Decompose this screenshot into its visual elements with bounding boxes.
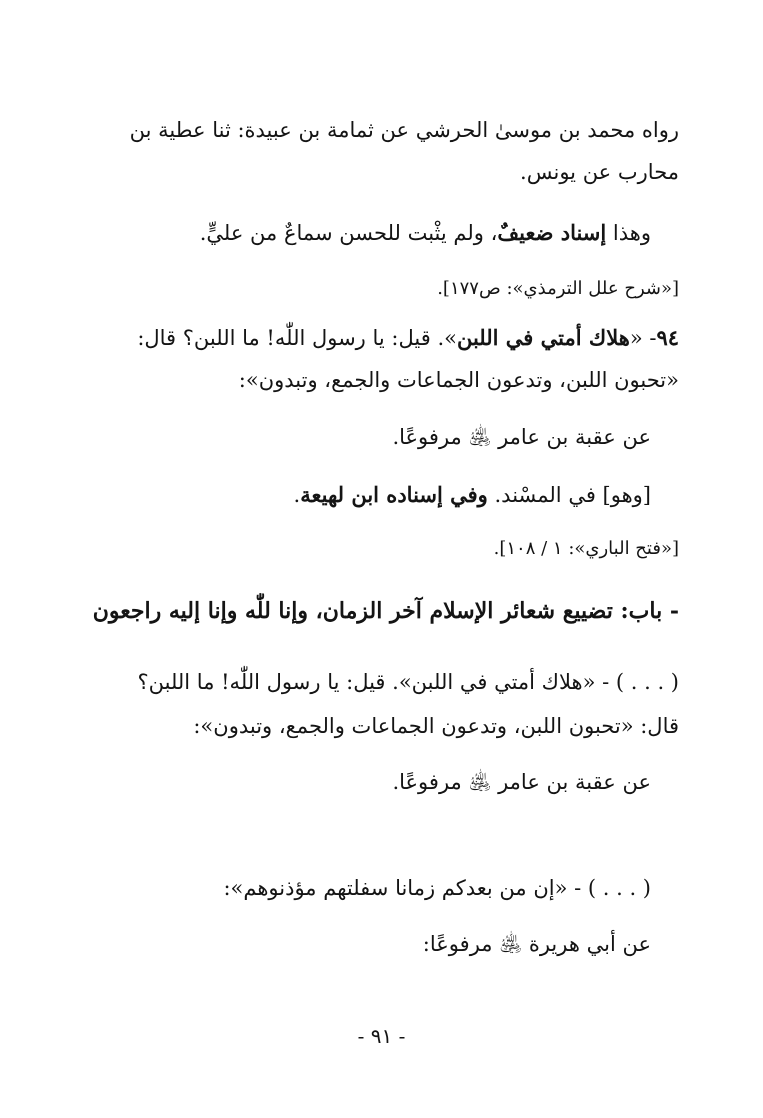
ibn-lahia-bold: وفي إسناده ابن لهيعة [300, 482, 488, 507]
hadith-unnumbered-2-line-1: ( . . . ) - «إن من بعدكم زمانا سفلتهم مؤذنوهم»: [223, 876, 651, 900]
hadith-94-open: - « [629, 326, 657, 350]
grading-line [294, 482, 651, 508]
text-line-2: محارب عن يونس. [520, 160, 679, 184]
text-line-3-start: وهذا [606, 221, 651, 245]
narrator-line-1: عن عقبة بن عامر ﵁ مرفوعًا. [392, 425, 651, 449]
text-line-3-end: ، ولم يثْبت للحسن سماعٌ من عليٍّ. [199, 221, 498, 245]
hadith-unnumbered-1-line-2: قال: «تحبون اللبن، وتدعون الجماعات والجمع، وتبدون»: [193, 714, 679, 738]
weak-chain-bold: إسناد ضعيفٌ [497, 220, 607, 245]
reference-line-2: [«فتح الباري»: ١ / ١٠٨]. [493, 538, 679, 559]
hadith-94-line-1 [137, 325, 679, 351]
page-number: - ٩١ - [357, 1024, 406, 1048]
chapter-heading: - باب: تضييع شعائر الإسلام آخر الزمان، وإنا للّٰه وإنا إليه راجعون [92, 598, 679, 624]
hadith-94-line-2: «تحبون اللبن، وتدعون الجماعات والجمع، وتبدون»: [238, 368, 679, 392]
hadith-94-text-bold: هلاك أمتي في اللبن [456, 325, 630, 350]
hadith-94-continuation: ». قيل: يا رسول اللّٰه! ما اللبن؟ قال: [137, 326, 457, 350]
text-line-3 [200, 220, 651, 246]
grading-line-start: [وهو] في المسْند. [487, 483, 651, 507]
narrator-line-2: عن عقبة بن عامر ﵁ مرفوعًا. [392, 770, 651, 794]
narrator-line-3: عن أبي هريرة ﵁ مرفوعًا: [422, 932, 651, 956]
text-line-1: رواه محمد بن موسىٰ الحرشي عن ثمامة بن عبيدة: ثنا عطية بن [129, 118, 679, 142]
grading-line-end: . [293, 483, 301, 507]
hadith-unnumbered-1-line-1: ( . . . ) - «هلاك أمتي في اللبن». قيل: يا رسول اللّٰه! ما اللبن؟ [137, 670, 679, 694]
reference-line-1: [«شرح علل الترمذي»: ص١٧٧]. [437, 278, 679, 299]
hadith-number: ٩٤ [656, 325, 679, 350]
